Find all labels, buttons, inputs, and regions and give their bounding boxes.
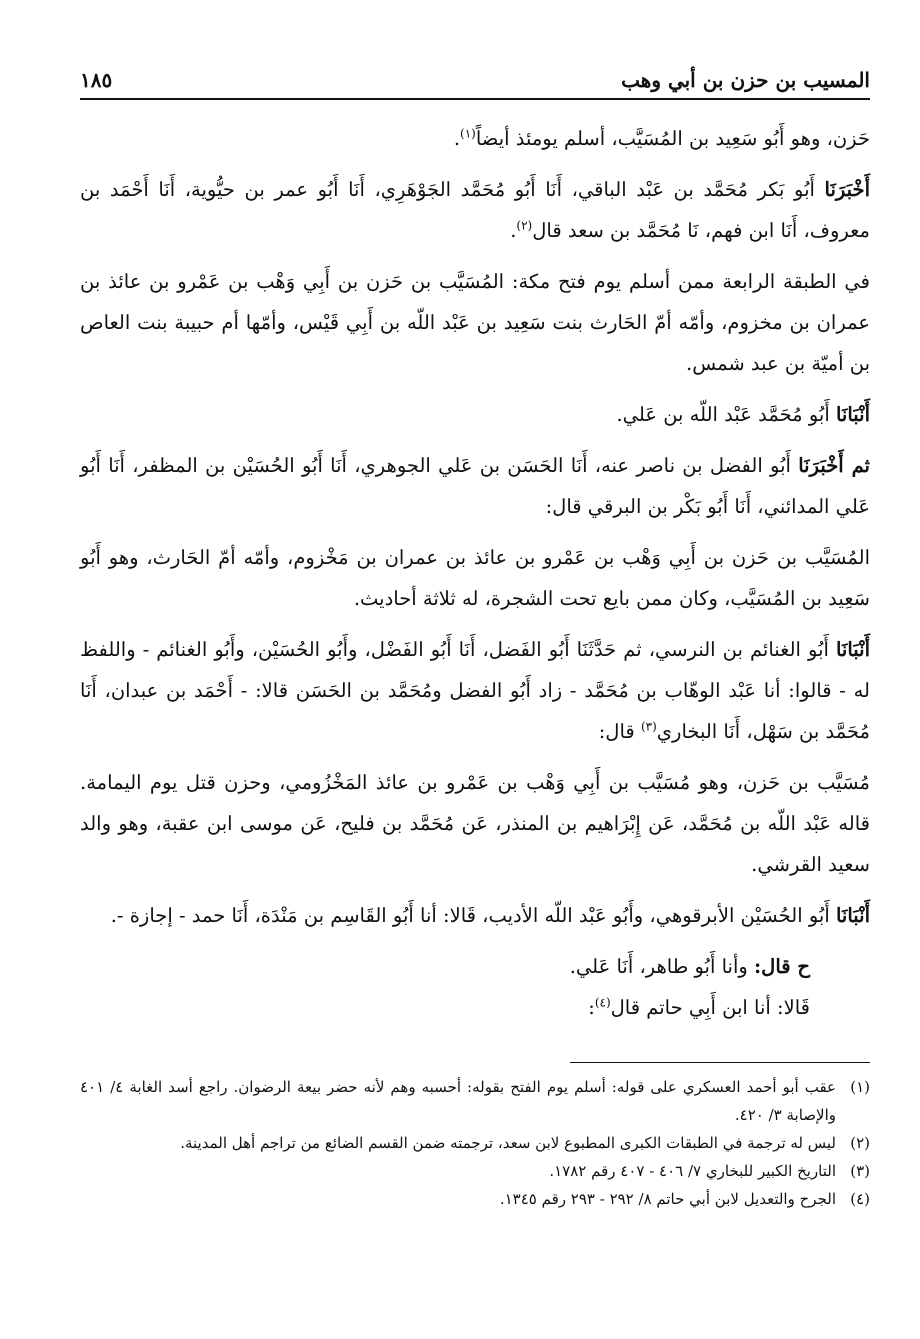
paragraph-text: أَبُو بَكر مُحَمَّد بن عَبْد الباقي، أَنَا أَبُو مُحَمَّد الجَوْهَرِي، أَنَا أَبُو عمر بن حيُّوية، أَنَا أَحْمَد بن معروف، أَنَا ابن فهم، نَا مُحَمَّد بن سعد قال xyxy=(80,178,870,242)
isnad-keyword: أَنْبَانَا xyxy=(835,904,870,927)
paragraph-text: في الطبقة الرابعة ممن أسلم يوم فتح مكة: المُسَيَّب بن حَزن بن أَبِي وَهْب بن عَمْرو بن عائذ بن عمران بن مخزوم، وأمّه أمّ الحَارث بنت سَعِيد بن عَبْد اللّه بن أَبِي قَيْس، وأمّها أم حبيبة بنت العاص بن أميّة بن عبد شمس. xyxy=(80,270,870,375)
paragraph-text: أَبُو الحُسَيْن الأبرقوهي، وأَبُو عَبْد اللّه الأديب، قَالا: أنا أَبُو القَاسِم بن مَنْدَة، أَنَا حمد - إجازة -. xyxy=(110,904,836,927)
footnote xyxy=(80,1129,870,1157)
footnote xyxy=(80,1073,870,1129)
page-number: ١٨٥ xyxy=(80,68,113,92)
footnote-text: عقب أبو أحمد العسكري على قوله: أسلم يوم الفتح بقوله: أحسبه وهم لأنه حضر بيعة الرضوان. راجع أسد الغابة ٤/ ٤٠١ والإصابة ٣/ ٤٢٠. xyxy=(80,1078,836,1124)
isnad-keyword: أَخْبَرَنَا xyxy=(824,178,870,201)
document-page xyxy=(80,50,870,1213)
paragraph-text: وأنا أَبُو طاهر، أَنَا عَلي. xyxy=(569,955,754,978)
paragraph xyxy=(80,946,870,987)
footnote-number: (٣) xyxy=(850,1162,870,1180)
paragraph-text: قَالا: أنا ابن أَبِي حاتم قال xyxy=(610,996,810,1019)
paragraph-text: مُسَيَّب بن حَزن، وهو مُسَيَّب بن أَبِي وَهْب بن عَمْرو بن عائذ المَخْزُومي، وحزن قتل يوم اليمامة. قاله عَبْد اللّه بن مُحَمَّد، عَن إِبْرَاهيم بن المنذر، عَن مُحَمَّد بن فليح، عَن موسى ابن عقبة، وهو والد سعيد القرشي. xyxy=(80,771,870,876)
footnote-text: ليس له ترجمة في الطبقات الكبرى المطبوع لابن سعد، ترجمته ضمن القسم الضائع من تراجم أهل المدينة. xyxy=(180,1134,836,1152)
paragraph xyxy=(80,895,870,936)
paragraph-text: المُسَيَّب بن حَزن بن أَبِي وَهْب بن عَمْرو بن عائذ بن عمران بن مَخْزوم، وأمّه أمّ الحَارث، وهو أَبُو سَعِيد بن المُسَيَّب، وكان ممن بايع تحت الشجرة، له ثلاثة أحاديث. xyxy=(80,546,870,610)
footnote-ref: (٣) xyxy=(640,719,657,734)
footnote-separator xyxy=(570,1062,870,1063)
isnad-keyword: ثم أَخْبَرَنَا xyxy=(798,454,870,477)
main-text xyxy=(80,118,870,1028)
paragraph-text: حَزن، وهو أَبُو سَعِيد بن المُسَيَّب، أسلم يومئذ أيضاً xyxy=(475,127,870,150)
isnad-keyword: ح قال: xyxy=(753,955,810,978)
paragraph-tail: . xyxy=(510,219,517,242)
isnad-keyword: أَنْبَانَا xyxy=(835,638,870,661)
isnad-keyword: أَنْبَانَا xyxy=(835,403,870,426)
paragraph xyxy=(80,537,870,619)
paragraph xyxy=(80,118,870,159)
paragraph xyxy=(80,394,870,435)
paragraph-text: أَبُو الفضل بن ناصر عنه، أَنَا الحَسَن بن عَلي الجوهري، أَنَا أَبُو الحُسَيْن بن المظفر، أَنَا أَبُو عَلي المدائني، أَنَا أَبُو بَكْر بن البرقي قال: xyxy=(80,454,870,518)
footnote-ref: (١) xyxy=(460,126,476,141)
paragraph xyxy=(80,987,870,1028)
paragraph xyxy=(80,629,870,752)
footnote-ref: (٤) xyxy=(594,995,611,1010)
footnote xyxy=(80,1185,870,1213)
footnote-number: (١) xyxy=(850,1078,870,1096)
footnotes xyxy=(80,1073,870,1213)
paragraph xyxy=(80,762,870,885)
footnote-number: (٤) xyxy=(850,1190,870,1208)
paragraph-text: أَبُو الغنائم بن النرسي، ثم حَدَّثَنَا أَبُو الفَضل، أَنَا أَبُو الفَضْل، وأَبُو الحُسَيْن، وأَبُو الغنائم - واللفظ له - قالوا: أنا عَبْد الوهّاب بن مُحَمَّد - زاد أَبُو الفضل ومُحَمَّد بن الحَسَن قالا: - أَحْمَد بن عبدان، أَنَا مُحَمَّد بن سَهْل، أَنَا البخاري xyxy=(80,638,870,743)
paragraph-tail: قال: xyxy=(598,720,641,743)
paragraph xyxy=(80,169,870,251)
paragraph-tail: : xyxy=(588,996,595,1019)
footnote xyxy=(80,1157,870,1185)
footnote-ref: (٢) xyxy=(516,218,533,233)
paragraph-tail: . xyxy=(453,127,461,150)
footnote-text: الجرح والتعديل لابن أبي حاتم ٨/ ٢٩٢ - ٢٩٣ رقم ١٣٤٥. xyxy=(499,1190,836,1208)
paragraph xyxy=(80,261,870,384)
paragraph xyxy=(80,445,870,527)
paragraph-text: أَبُو مُحَمَّد عَبْد اللّه بن عَلي. xyxy=(616,403,836,426)
footnote-number: (٢) xyxy=(850,1134,870,1152)
footnote-text: التاريخ الكبير للبخاري ٧/ ٤٠٦ - ٤٠٧ رقم ١٧٨٢. xyxy=(549,1162,836,1180)
running-header xyxy=(80,50,870,100)
header-title: المسيب بن حزن بن أبي وهب xyxy=(621,68,870,92)
